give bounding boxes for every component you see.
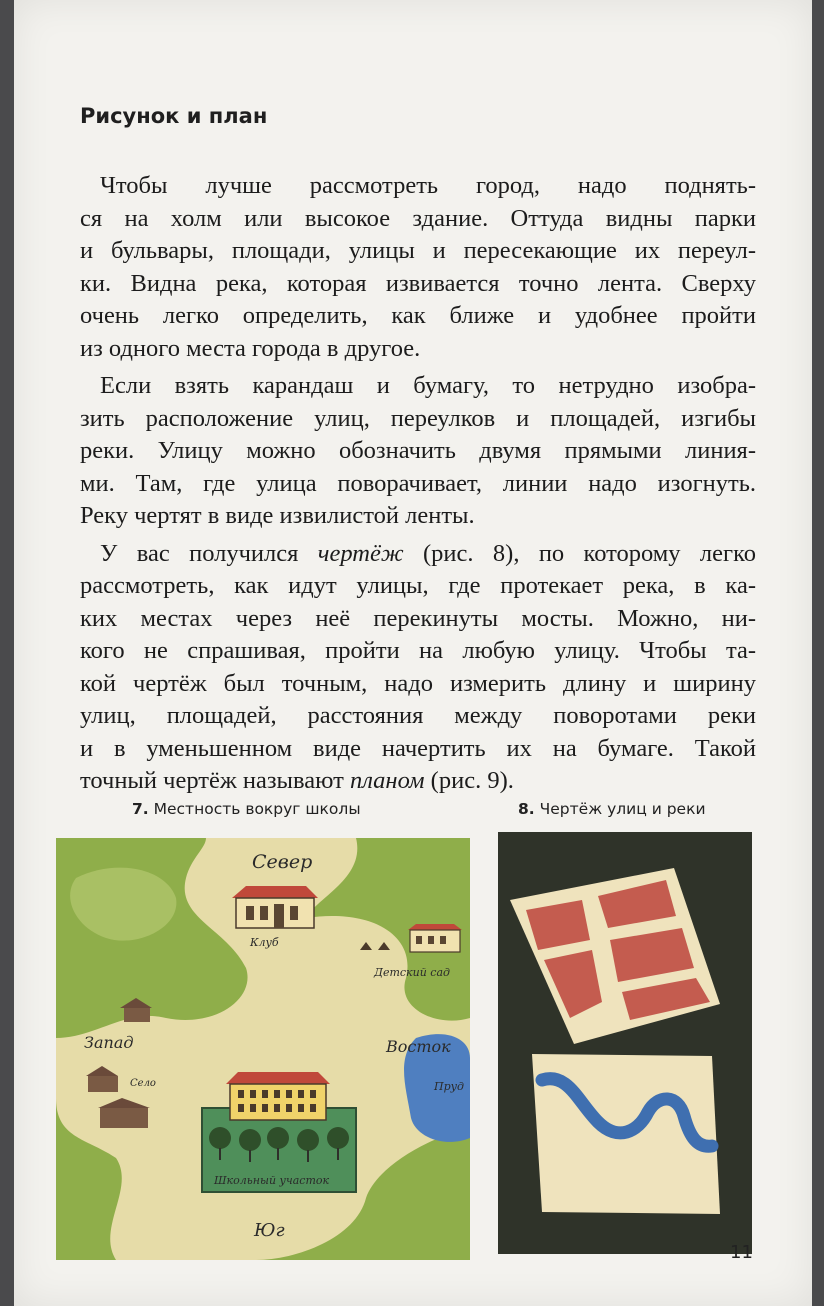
paragraph-2 [80, 370, 756, 533]
figure-caption-text: Местность вокруг школы [153, 800, 361, 818]
text-line [80, 538, 756, 571]
term-italic: чертёж [317, 539, 404, 567]
figure-8-street-drawing [498, 832, 752, 1254]
label-pond: Пруд [434, 1080, 464, 1093]
river-sheet [532, 1054, 720, 1214]
paragraph-1 [80, 170, 756, 365]
text-line: очень легко определить, как ближе и удобнее пройти [80, 302, 756, 329]
text-line: Реку чертят в виде извилистой ленты. [80, 502, 475, 529]
body-text [80, 170, 756, 803]
term-italic: планом [349, 767, 425, 794]
label-kindergarten: Детский сад [374, 966, 450, 979]
text-fragment: (рис. 9). [424, 767, 514, 794]
club-building-icon [232, 886, 318, 928]
text-line: Чтобы лучше рассмотреть город, надо поднять- [100, 172, 756, 199]
label-club: Клуб [250, 936, 279, 949]
label-school-plot: Школьный участок [214, 1174, 330, 1187]
text-line [80, 765, 756, 798]
section-heading: Рисунок и план [80, 104, 268, 128]
label-west: Запад [84, 1033, 134, 1052]
text-line: кой чертёж был точным, надо измерить длину и ширину [80, 669, 756, 697]
text-line: и в уменьшенном виде начертить их на бумаге. Такой [80, 734, 756, 762]
text-fragment: У вас получился [100, 539, 318, 567]
figure-7-area-map [56, 838, 470, 1260]
paragraph-3 [80, 538, 756, 798]
text-line: реки. Улицу можно обозначить двумя прямыми линия- [80, 437, 756, 464]
page-number: 11 [730, 1242, 753, 1263]
text-line: рассмотреть, как идут улицы, где протекает река, в ка- [80, 572, 756, 599]
label-village: Село [130, 1078, 156, 1089]
text-line: ми. Там, где улица поворачивает, линии надо изогнуть. [80, 469, 756, 497]
label-east: Восток [386, 1037, 451, 1056]
text-line: ся на холм или высокое здание. Оттуда видны парки [80, 204, 756, 232]
text-line: Если взять карандаш и бумагу, то нетрудно изобра- [100, 372, 756, 399]
label-south: Юг [254, 1220, 285, 1241]
figure-8-caption [518, 800, 706, 818]
text-fragment: точный чертёж называют [80, 767, 350, 794]
figure-caption-text: Чертёж улиц и реки [539, 800, 706, 818]
figure-number: 8. [518, 800, 535, 818]
text-line: из одного места города в другое. [80, 334, 421, 362]
text-line: ких местах через неё перекинуты мосты. Можно, ни- [80, 604, 756, 632]
text-line: ки. Видна река, которая извивается точно лента. Сверху [80, 269, 756, 297]
figure-number: 7. [132, 800, 149, 818]
label-north: Север [252, 851, 313, 873]
book-page [14, 0, 812, 1306]
text-line: и бульвары, площади, улицы и пересекающие их переул- [80, 237, 756, 264]
text-line: зить расположение улиц, переулков и площадей, изгибы [80, 404, 756, 432]
text-fragment: (рис. 8), по которому легко [403, 539, 756, 567]
figure-7-caption [132, 800, 361, 818]
text-line: кого не спрашивая, пройти на любую улицу. Чтобы та- [80, 637, 756, 664]
text-line: улиц, площадей, расстояния между поворотами реки [80, 702, 756, 729]
